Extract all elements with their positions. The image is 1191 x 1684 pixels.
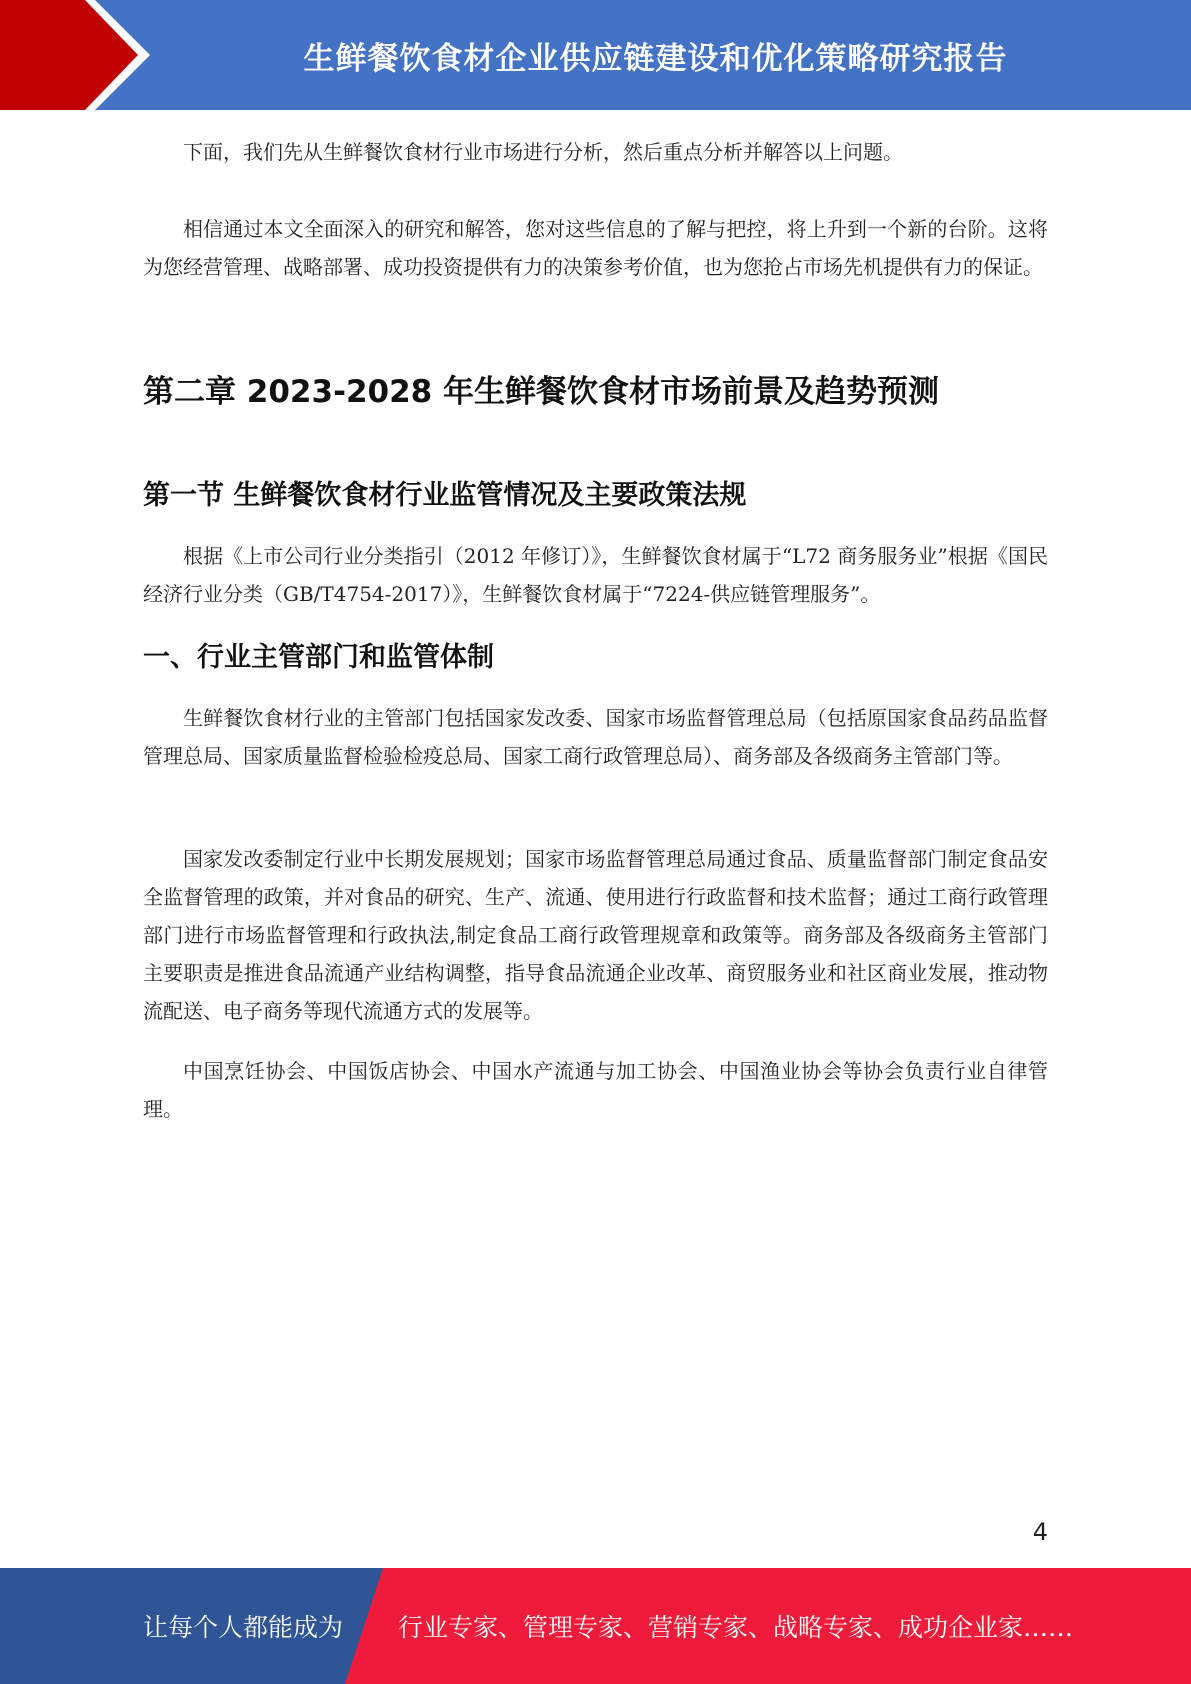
- paragraph-authorities: 生鲜餐饮食材行业的主管部门包括国家发改委、国家市场监督管理总局（包括原国家食品药品监督管理总局、国家质量监督检验检疫总局、国家工商行政管理总局）、商务部及各级商务主管部门等。: [143, 706, 1048, 768]
- footer-banner: [0, 1568, 1191, 1684]
- subsection-heading: 一、行业主管部门和监管体制: [143, 642, 494, 673]
- section-heading: 第一节 生鲜餐饮食材行业监管情况及主要政策法规: [143, 480, 747, 511]
- paragraph-summary: 相信通过本文全面深入的研究和解答，您对这些信息的了解与把控，将上升到一个新的台阶。这将为您经营管理、战略部署、成功投资提供有力的决策参考价值，也为您抢占市场先机提供有力的保证。: [143, 217, 1048, 279]
- footer-slogan-right: 行业专家、管理专家、营销专家、战略专家、成功企业家……: [398, 1613, 1074, 1642]
- header-banner: [0, 0, 1191, 110]
- page-number: 4: [1032, 1518, 1048, 1546]
- paragraph-intro: 下面，我们先从生鲜餐饮食材行业市场进行分析，然后重点分析并解答以上问题。: [183, 140, 903, 164]
- paragraph-responsibilities: 国家发改委制定行业中长期发展规划；国家市场监督管理总局通过食品、质量监督部门制定食品安全监督管理的政策，并对食品的研究、生产、流通、使用进行行政监督和技术监督；通过工商行政管理部门进行市场监督管理和行政执法,制定食品工商行政管理规章和政策等。商务部及各级商务主管部门主要职责是推进食品流通产业结构调整，指导食品流通企业改革、商贸服务业和社区商业发展，推动物流配送、电子商务等现代流通方式的发展等。: [143, 847, 1048, 1023]
- paragraph-classification: 根据《上市公司行业分类指引（2012 年修订）》，生鲜餐饮食材属于“L72 商务服务业”根据《国民经济行业分类（GB/T4754-2017）》，生鲜餐饮食材属于“7224-供应链管理服务”。: [143, 544, 1048, 606]
- chapter-heading: 第二章 2023-2028 年生鲜餐饮食材市场前景及趋势预测: [143, 374, 940, 410]
- report-title: 生鲜餐饮食材企业供应链建设和优化策略研究报告: [303, 40, 1008, 77]
- footer-slogan-left: 让每个人都能成为: [143, 1613, 344, 1642]
- paragraph-associations: 中国烹饪协会、中国饭店协会、中国水产流通与加工协会、中国渔业协会等协会负责行业自律管理。: [143, 1059, 1048, 1121]
